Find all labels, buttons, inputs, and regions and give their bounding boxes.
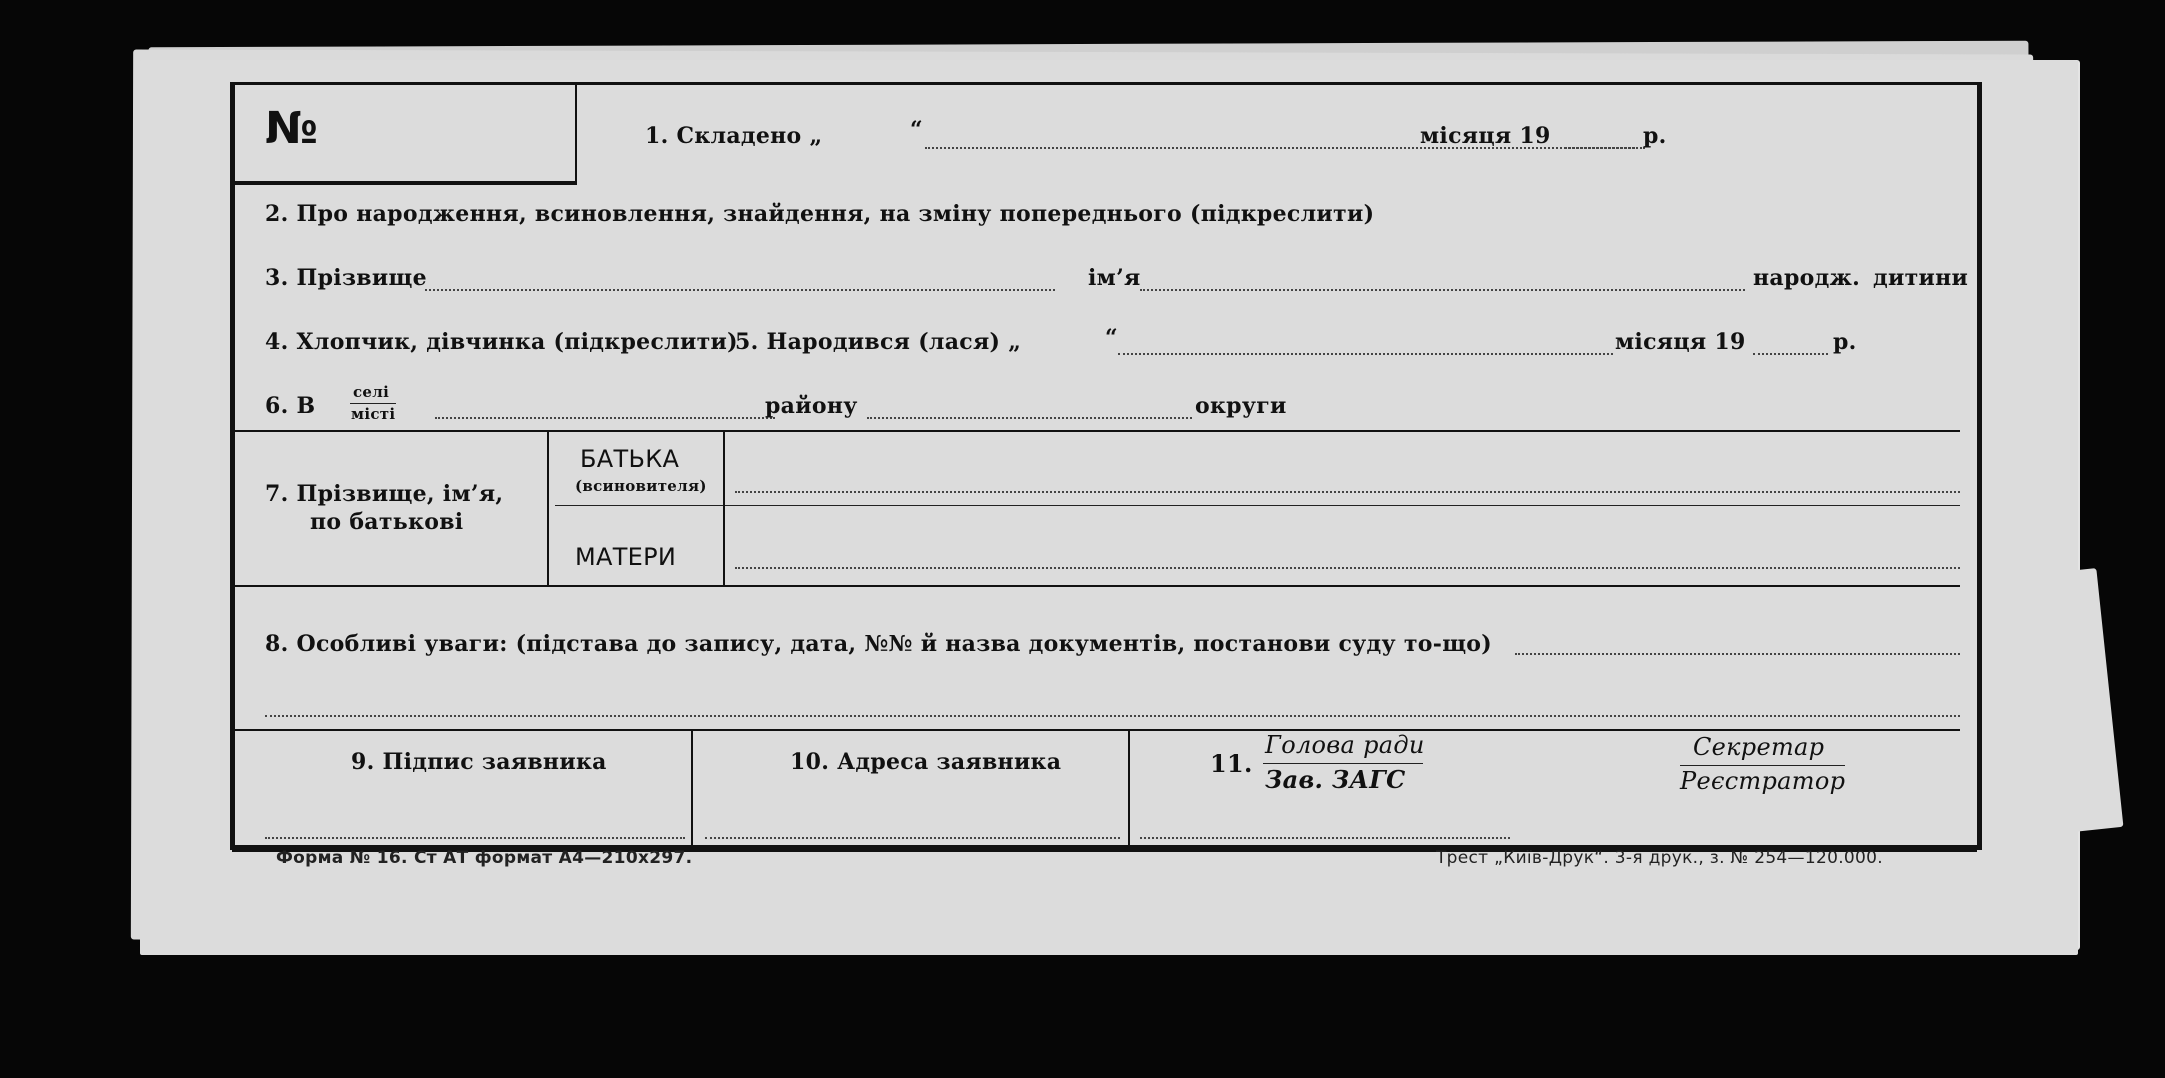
item-3-name-label: ім’я bbox=[1088, 265, 1141, 291]
item-7-right-divider bbox=[723, 430, 725, 585]
item-9-divider bbox=[691, 729, 693, 845]
number-box-bottom-border bbox=[235, 181, 577, 185]
council-head-label: Голова ради bbox=[1265, 731, 1425, 759]
head-signature-field[interactable] bbox=[1140, 837, 1510, 839]
item-1-quote: “ bbox=[910, 117, 923, 143]
item-8-field-line1[interactable] bbox=[1515, 653, 1960, 655]
secretary-fraction-bar bbox=[1680, 765, 1845, 766]
applicant-address-field[interactable] bbox=[705, 837, 1120, 839]
father-field-underline bbox=[725, 505, 1960, 506]
item-1-month-label: місяця 19 bbox=[1420, 123, 1551, 149]
item-7-label-line2: по батькові bbox=[310, 509, 464, 535]
item-6-place-field[interactable] bbox=[435, 417, 775, 419]
item-6-fraction-bar bbox=[350, 403, 396, 404]
footer-form-info: Форма № 16. Ст АТ формат А4—210х297. bbox=[276, 848, 693, 868]
item-11-fraction-bar bbox=[1263, 763, 1423, 764]
item-5-label: 5. Народився (лася) „ bbox=[735, 329, 1022, 355]
item-6-city-label: місті bbox=[351, 405, 396, 423]
item-8-bottom-border bbox=[235, 729, 1960, 731]
zags-head-label: Зав. ЗАГС bbox=[1265, 765, 1406, 794]
item-5-year-suffix: р. bbox=[1833, 329, 1857, 355]
item-7-bottom-border bbox=[235, 585, 1960, 587]
item-1-year-suffix: р. bbox=[1643, 123, 1667, 149]
item-6-district-label: району bbox=[765, 393, 858, 419]
item-7-top-border bbox=[235, 430, 1960, 432]
mother-name-field[interactable] bbox=[735, 567, 1960, 569]
item-11-number: 11. bbox=[1210, 749, 1253, 778]
item-10-label: 10. Адреса заявника bbox=[790, 749, 1062, 775]
item-5-date-field[interactable] bbox=[1118, 353, 1613, 355]
item-2-label: 2. Про народження, всиновлення, знайдення, на зміну попереднього (підкреслити) bbox=[265, 201, 1375, 227]
father-name-field[interactable] bbox=[735, 491, 1960, 493]
item-6-label: 6. В bbox=[265, 393, 316, 419]
item-7-left-divider bbox=[547, 430, 549, 585]
father-label: БАТЬКА bbox=[580, 445, 680, 473]
item-3-child-label: дитини bbox=[1873, 265, 1969, 291]
father-note: (всиновителя) bbox=[575, 477, 707, 495]
mother-label: МАТЕРИ bbox=[575, 543, 677, 571]
item-5-year-field[interactable] bbox=[1753, 353, 1828, 355]
footer-printer-info: Трест „Київ-Друк“. 3-я друк., з. № 254—120.000. bbox=[1436, 848, 1883, 868]
item-3-born-label: народж. bbox=[1753, 265, 1861, 291]
item-3-name-field[interactable] bbox=[1140, 289, 1745, 291]
item-5-month-label: місяця 19 bbox=[1615, 329, 1746, 355]
number-box-right-border bbox=[575, 85, 577, 185]
number-sign: № bbox=[265, 103, 319, 154]
item-1-year-field[interactable] bbox=[1560, 147, 1635, 149]
item-5-quote: “ bbox=[1105, 325, 1118, 351]
item-4-label: 4. Хлопчик, дівчинка (підкреслити) bbox=[265, 329, 738, 355]
secretary-label: Секретар bbox=[1693, 733, 1825, 761]
applicant-signature-field[interactable] bbox=[265, 837, 685, 839]
item-3-surname-label: 3. Прізвище bbox=[265, 265, 427, 291]
parents-divider bbox=[555, 505, 725, 506]
item-6-region-label: округи bbox=[1195, 393, 1287, 419]
item-8-field-line2[interactable] bbox=[265, 715, 1960, 717]
item-9-label: 9. Підпис заявника bbox=[351, 749, 607, 775]
item-7-label-line1: 7. Прізвище, ім’я, bbox=[265, 481, 504, 507]
item-6-district-field[interactable] bbox=[867, 417, 1192, 419]
item-1-label: 1. Складено „ bbox=[645, 123, 823, 149]
item-6-village-label: селі bbox=[353, 383, 390, 401]
registrar-label: Реєстратор bbox=[1680, 767, 1846, 795]
item-3-surname-field[interactable] bbox=[425, 289, 1055, 291]
item-8-label: 8. Особливі уваги: (підстава до запису, дата, №№ й назва документів, постанови суду то-що) bbox=[265, 631, 1492, 657]
birth-record-form bbox=[230, 82, 1982, 850]
item-10-divider bbox=[1128, 729, 1130, 845]
